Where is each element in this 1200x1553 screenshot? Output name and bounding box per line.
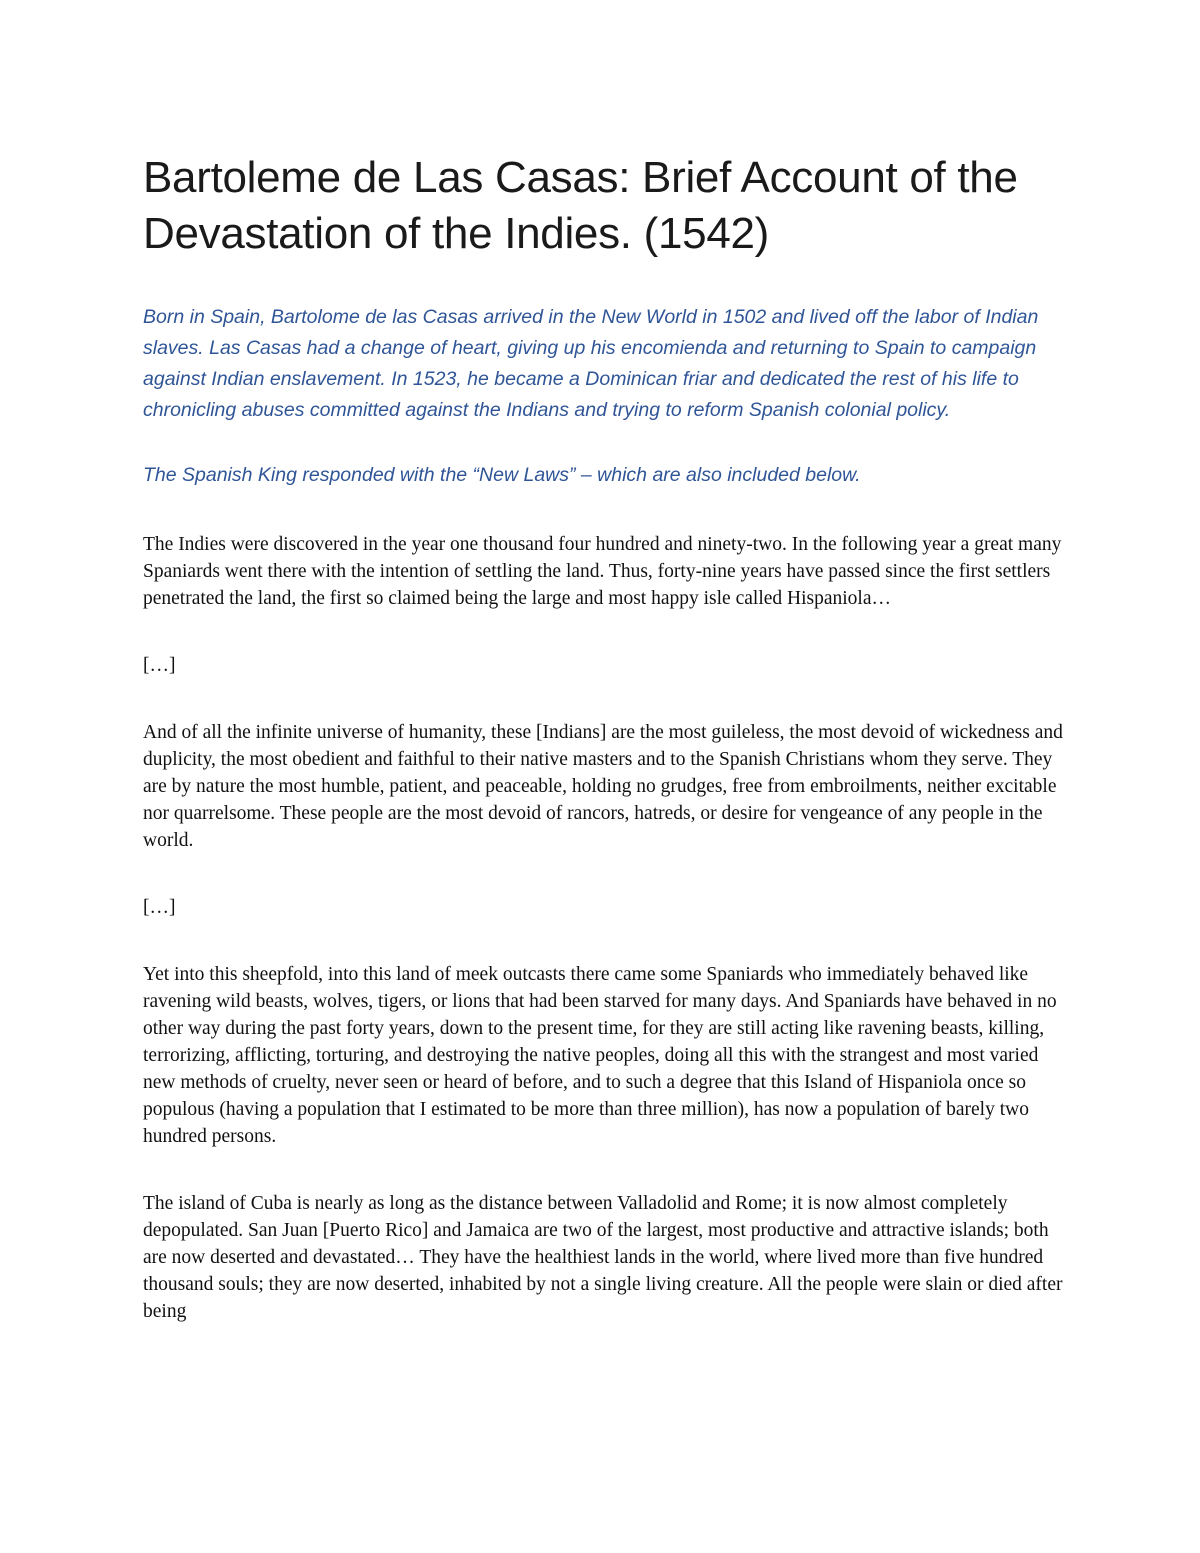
body-paragraph-spaniards: Yet into this sheepfold, into this land of meek outcasts there came some Spaniards who immediately behaved like ravening wild beasts, wolves, tigers, or lions that had been starved for many days. And Spaniards have behaved in no other way during the past forty years, down to the present time, for they are still acting like ravening beasts, killing, terrorizing, afflicting, torturing, and destroying the native peoples, doing all this with the strangest and most varied new methods of cruelty, never seen or heard of before, and to such a degree that this Island of Hispaniola once so populous (having a population that I estimated to be more than three million), has now a population of barely two hundred persons. [143,964,1057,1147]
omission-marker: […] [143,897,176,918]
body-paragraph-cuba: The island of Cuba is nearly as long as the distance between Valladolid and Rome; it is now almost completely depopulated. San Juan [Puerto Rico] and Jamaica are two of the largest, most productive and attractive islands; both are now deserted and devastated… They have the healthiest lands in the world, where lived more than five hundred thousand souls; they are now deserted, inhabited by not a single living creature. All the people were slain or died after being [143,1193,1063,1322]
intro-paragraph: Born in Spain, Bartolome de las Casas arrived in the New World in 1502 and lived off the labor of Indian slaves. Las Casas had a change of heart, giving up his encomienda and returning to Spain to campaign against Indian enslavement. In 1523, he became a Dominican friar and dedicated the rest of his life to chronicling abuses committed against the Indians and trying to reform Spanish colonial policy. [143,306,1039,421]
document-title: Bartoleme de Las Casas: Brief Account of the Devastation of the Indies. (1542) [143,153,1018,258]
omission-marker: […] [143,655,176,676]
body-paragraph-indians: And of all the infinite universe of humanity, these [Indians] are the most guileless, the most devoid of wickedness and duplicity, the most obedient and faithful to their native masters and to the Spanish Christians whom they serve. They are by nature the most humble, patient, and peaceable, holding no grudges, free from embroilments, neither excitable nor quarrelsome. These people are the most devoid of rancors, hatreds, or desire for vengeance of any people in the world. [143,722,1063,851]
intro-note: The Spanish King responded with the “New Laws” – which are also included below. [143,464,861,486]
body-paragraph-discovery: The Indies were discovered in the year one thousand four hundred and ninety-two. In the following year a great many Spaniards went there with the intention of settling the land. Thus, forty-nine years have passed since the first settlers penetrated the land, the first so claimed being the large and most happy isle called Hispaniola… [143,534,1062,609]
document-content [143,150,1063,1365]
